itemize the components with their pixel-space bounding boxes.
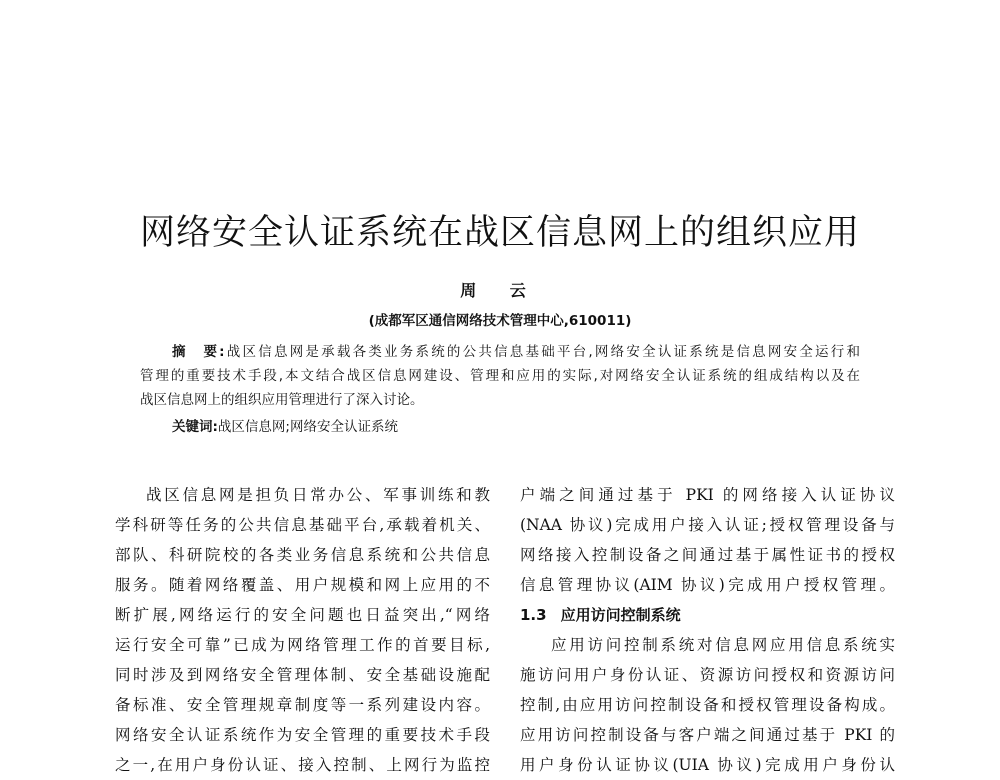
body-text-line: 运行安全可靠”已成为网络管理工作的首要目标, [115,636,490,654]
body-text-line: 信息管理协议(AIM 协议)完成用户授权管理。 [520,576,895,594]
body-text-line: 学科研等任务的公共信息基础平台,承载着机关、 [115,516,490,534]
body-text-line: 施访问用户身份认证、资源访问授权和资源访问 [520,666,895,684]
body-text-line: 应用访问控制设备与客户端之间通过基于 PKI 的 [520,726,895,744]
section-heading [520,600,895,630]
abstract-text: 战区信息网是承载各类业务系统的公共信息基础平台,网络安全认证系统是信息网安全运行和 [224,344,860,360]
body-text-line: 应用访问控制系统对信息网应用信息系统实 [551,636,895,654]
keywords-label: 关键词: [172,419,218,435]
body-text-line: 用户身份认证协议(UIA 协议)完成用户身份认 [520,756,895,774]
body-left-column [115,480,490,780]
author-affiliation: (成都军区通信网络技术管理中心,610011) [368,313,632,329]
paper-title: 网络安全认证系统在战区信息网上的组织应用 [139,213,860,253]
body-text-line: 服务。随着网络覆盖、用户规模和网上应用的不 [115,576,490,594]
body-text-line: 户端之间通过基于 PKI 的网络接入认证协议 [520,486,895,504]
abstract-line [140,340,860,364]
body-right-column [520,480,895,780]
body-text-line: 网络安全认证系统作为安全管理的重要技术手段 [115,726,490,744]
abstract-line: 战区信息网上的组织应用管理进行了深入讨论。 [140,392,424,408]
abstract-line: 管理的重要技术手段,本文结合战区信息网建设、管理和应用的实际,对网络安全认证系统的组成结构以及在 [140,368,860,384]
abstract-label: 摘 要: [172,344,225,360]
body-text-line: 网络接入控制设备之间通过基于属性证书的授权 [520,546,895,564]
keywords-text: 战区信息网;网络安全认证系统 [217,419,398,435]
body-text-line: 备标准、安全管理规章制度等一系列建设内容。 [115,696,490,714]
keywords [172,415,398,439]
body-text-line: 同时涉及到网络安全管理体制、安全基础设施配 [115,666,490,684]
abstract [140,340,860,412]
body-text-line: 战区信息网是担负日常办公、军事训练和教 [146,486,490,504]
body-text-line: 控制,由应用访问控制设备和授权管理设备构成。 [520,696,895,714]
author-name: 周 云 [460,281,540,300]
body-text-line: 断扩展,网络运行的安全问题也日益突出,“网络 [115,606,490,624]
section-number: 1.3 [520,606,547,624]
body-text-line: 部队、科研院校的各类业务信息系统和公共信息 [115,546,490,564]
body-text-line: (NAA 协议)完成用户接入认证;授权管理设备与 [520,516,895,534]
section-title: 应用访问控制系统 [560,606,681,624]
body-text-line: 之一,在用户身份认证、接入控制、上网行为监控 [115,756,490,774]
